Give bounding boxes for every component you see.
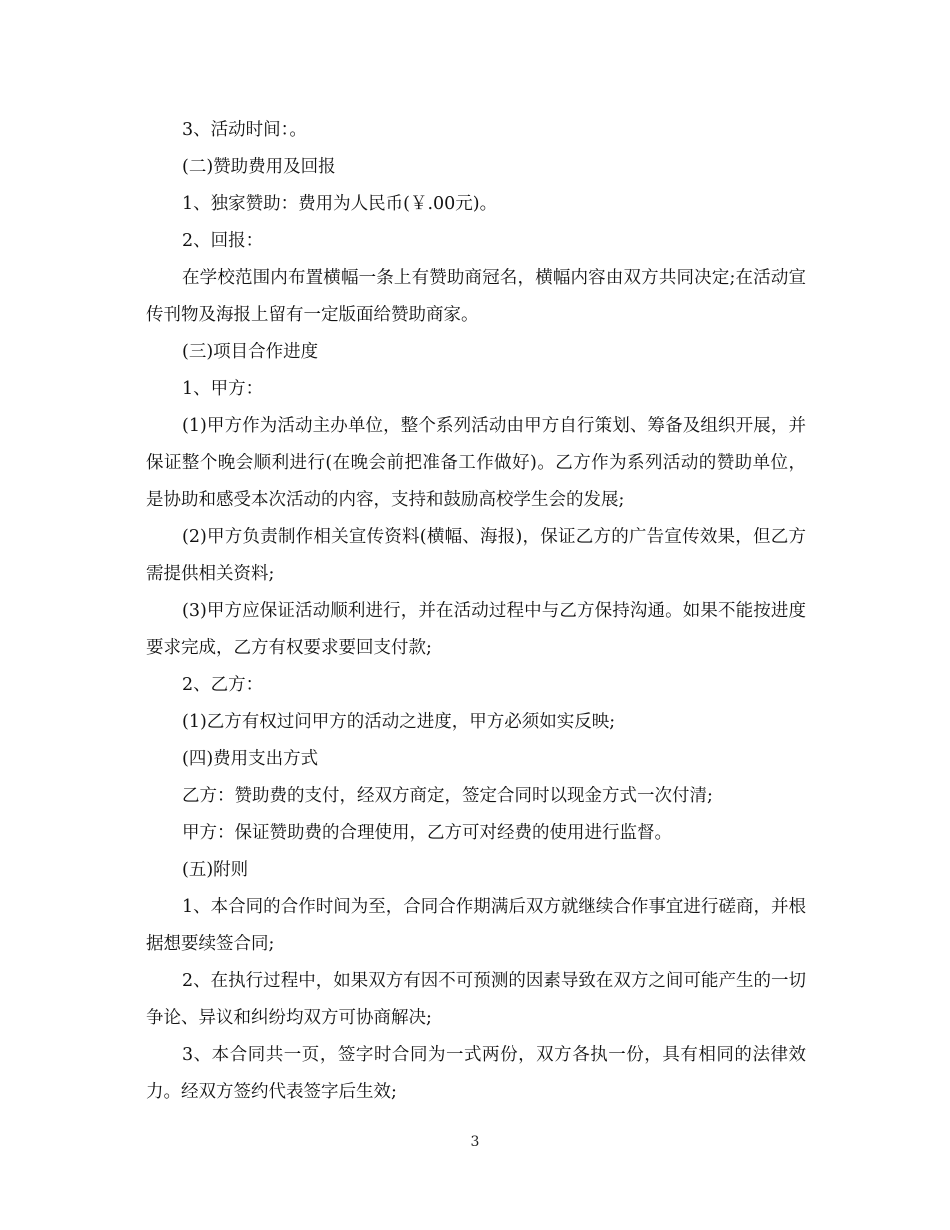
supplementary-clause-2: 2、在执行过程中，如果双方有因不可预测的因素导致在双方之间可能产生的一切争论、异议和纠纷均双方可协商解决;	[146, 971, 806, 1028]
party-a-clause-3: (3)甲方应保证活动顺利进行，并在活动过程中与乙方保持沟通。如果不能按进度要求完成，乙方有权要求要回支付款;	[146, 601, 806, 658]
section-heading-cooperation-progress: (三)项目合作进度	[182, 342, 319, 362]
supplementary-clause-1: 1、本合同的合作时间为至，合同合作期满后双方就继续合作事宜进行磋商，并根据想要续签合同;	[146, 897, 806, 954]
activity-time-item: 3、活动时间：。	[182, 120, 307, 140]
payment-party-b: 乙方：赞助费的支付，经双方商定，签定合同时以现金方式一次付清;	[182, 786, 713, 806]
party-a-heading: 1、甲方：	[182, 379, 264, 399]
party-a-clause-1: (1)甲方作为活动主办单位，整个系列活动由甲方自行策划、筹备及组织开展，并保证整个晚会顺利进行(在晚会前把准备工作做好)。乙方作为系列活动的赞助单位，是协助和感受本次活动的内容，支持和鼓励高校学生会的发展;	[146, 416, 806, 510]
section-heading-supplementary: (五)附则	[182, 860, 249, 880]
party-b-heading: 2、乙方：	[182, 675, 264, 695]
section-heading-payment-method: (四)费用支出方式	[182, 749, 319, 769]
exclusive-sponsorship-item: 1、独家赞助：费用为人民币(￥.00元)。	[182, 194, 498, 214]
party-a-clause-2: (2)甲方负责制作相关宣传资料(横幅、海报)，保证乙方的广告宣传效果，但乙方需提供相关资料;	[146, 527, 806, 584]
document-body	[146, 112, 806, 1111]
payment-party-a: 甲方：保证赞助费的合理使用，乙方可对经费的使用进行监督。	[182, 823, 672, 843]
section-heading-sponsorship-fees: (二)赞助费用及回报	[182, 157, 336, 177]
return-item: 2、回报：	[182, 231, 264, 251]
return-description-paragraph: 在学校范围内布置横幅一条上有赞助商冠名，横幅内容由双方共同决定;在活动宣传刊物及海报上留有一定版面给赞助商家。	[146, 268, 806, 325]
party-b-clause-1: (1)乙方有权过问甲方的活动之进度，甲方必须如实反映;	[182, 712, 616, 732]
supplementary-clause-3: 3、本合同共一页，签字时合同为一式两份，双方各执一份，具有相同的法律效力。经双方签约代表签字后生效;	[146, 1045, 806, 1102]
page-number: 3	[470, 1134, 480, 1150]
